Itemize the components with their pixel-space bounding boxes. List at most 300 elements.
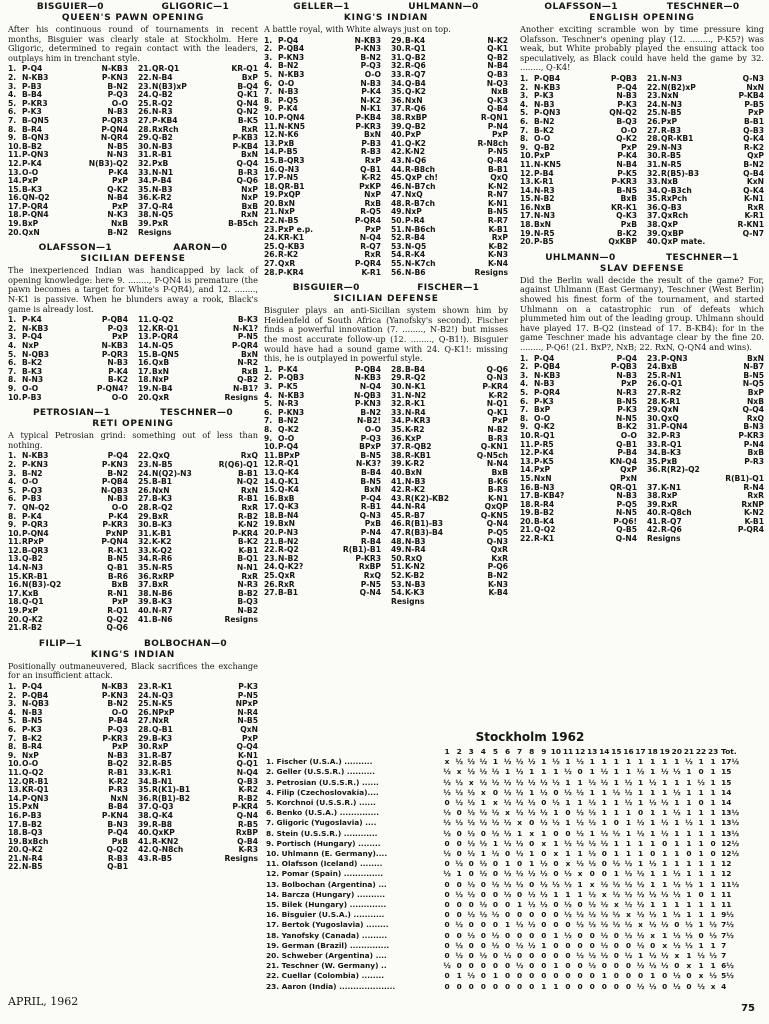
black-move: Q-B5 [616, 525, 637, 535]
black-move: PxP [364, 224, 381, 234]
white-move: N-KB3 [22, 72, 49, 82]
move-number: 1. [8, 451, 17, 461]
player-name: 1. Fischer (U.S.A.) .......... [266, 757, 373, 767]
black-move: PxP [241, 733, 258, 743]
black-move: P-KR3 [611, 177, 637, 187]
score-cell: ½ [467, 849, 476, 859]
black-move: N-Q4 [359, 381, 381, 391]
score-cell: ½ [576, 787, 584, 797]
black-move: NxB [746, 396, 764, 406]
move-number: 30. [391, 381, 405, 391]
player-name: 4. Filip (Czechoslovakia).... [266, 787, 379, 797]
move-number: 17. [264, 502, 278, 512]
white-move: N-B5 [22, 862, 43, 872]
score-cell: 1 [710, 828, 716, 838]
score-cell: ½ [515, 777, 524, 787]
black-move: Q-B3 [743, 125, 764, 135]
score-cell: ½ [588, 920, 596, 930]
white-move: R-KN2 [152, 836, 179, 846]
crosstable-row [266, 859, 764, 869]
score-cell: ½ [515, 940, 524, 950]
move-number: 13. [264, 138, 278, 148]
score-cell: 1 [637, 838, 644, 848]
players-header [8, 408, 258, 419]
score-cell: 0 [541, 951, 547, 961]
column-number: 13 [587, 747, 598, 756]
score-cell: 0 [674, 920, 680, 930]
white-player: BISGUIER—0 [36, 2, 104, 12]
column-right [520, 2, 764, 550]
black-move: P-K3 [238, 682, 258, 691]
black-move: PxP [620, 379, 637, 389]
score-cell: 1 [686, 889, 692, 899]
score-cell: ½ [564, 900, 572, 910]
total-score: 7 [721, 951, 727, 961]
score-cell: ½ [648, 889, 657, 899]
white-move: R-B8ch [405, 164, 435, 174]
score-cell: 1 [710, 808, 716, 818]
black-move: N-Q4 [236, 767, 258, 777]
score-cell: ½ [491, 828, 500, 838]
score-cell: x [686, 961, 692, 971]
move-list [8, 65, 258, 237]
move-number: 20. [8, 845, 22, 855]
white-move: Q-B3ch [661, 185, 692, 195]
white-move: R-B3 [661, 125, 682, 135]
white-move: Q-K2 [405, 138, 426, 148]
move-number: 32. [138, 158, 152, 168]
white-player: OLAFSSON—1 [38, 243, 113, 254]
white-move: Q-B2 [534, 142, 555, 152]
black-move: BxP [747, 387, 764, 397]
crosstable-row [266, 778, 764, 788]
total-score: 13½ [721, 828, 740, 838]
score-cell: ½ [697, 981, 705, 991]
white-move: N-B3 [278, 87, 299, 97]
score-cell: ½ [709, 920, 717, 930]
move-number: 26. [138, 107, 152, 117]
black-move: Q-N3 [486, 373, 508, 383]
black-move: Resigns [474, 267, 508, 277]
black-move: P-N4 [743, 439, 764, 449]
black-move: RxQ [746, 413, 764, 423]
move-number: 30. [647, 151, 661, 161]
black-move: NxB [490, 87, 508, 97]
move-number: 12. [264, 130, 278, 140]
black-move: N-B3 [107, 494, 128, 504]
black-move: Q-B3 [487, 69, 508, 79]
score-cell: 0 [468, 940, 474, 950]
white-move: Q-K4 [278, 467, 299, 477]
move-number: 25. [138, 98, 152, 108]
score-cell: ½ [455, 889, 463, 899]
move-number: 18. [520, 499, 534, 509]
black-move: B-K2 [237, 537, 258, 547]
white-move: QxQ [661, 413, 679, 423]
white-move: NxP [22, 750, 39, 760]
move-number: 29. [391, 373, 405, 383]
move-number: 17. [8, 819, 22, 829]
score-cell: ½ [624, 920, 633, 930]
move-number: 12. [8, 776, 22, 786]
white-move: R-Q8ch [661, 508, 692, 518]
black-move: B-N5 [360, 450, 381, 460]
score-cell: ½ [588, 838, 596, 848]
white-move: N-N3 [534, 211, 556, 221]
player-name: 19. German (Brazil) .............. [266, 940, 390, 950]
white-move: N(Q2)-N3 [152, 468, 192, 478]
white-move: Q-K3 [278, 502, 299, 512]
black-move: K-B2 [488, 241, 508, 251]
move-number: 38. [391, 450, 405, 460]
score-cell: ½ [612, 859, 621, 869]
white-move: Q-N8ch [152, 845, 184, 855]
move-number: 27. [138, 115, 152, 125]
score-cell: 1 [517, 900, 523, 910]
player-name: 9. Portisch (Hungary) ........ [266, 838, 381, 848]
score-cell: ½ [648, 859, 657, 869]
white-move: P-B3 [22, 810, 42, 820]
moves-right [138, 65, 258, 237]
move-number: 16. [520, 482, 534, 492]
total-score: 4 [721, 981, 727, 991]
score-cell: 1 [625, 828, 632, 838]
score-cell: 1 [698, 849, 704, 859]
score-cell: 1 [601, 798, 607, 808]
move-number: 15. [264, 155, 278, 165]
black-move: Q-R4 [487, 155, 508, 165]
black-move: P-QR3 [101, 115, 128, 125]
score-cell: 1 [637, 859, 644, 869]
score-cell: ½ [467, 971, 476, 981]
black-move: N-B3 [107, 358, 128, 368]
score-cell: 1 [710, 910, 716, 920]
score-cell: x [589, 879, 595, 889]
white-move: N-KB3 [534, 82, 561, 92]
score-cell: ½ [648, 777, 657, 787]
black-move: R-B1 [360, 502, 381, 512]
black-move: KxR [491, 553, 508, 563]
move-number: 19. [8, 606, 22, 616]
score-cell: 0 [601, 981, 607, 991]
white-move: B-N4 [278, 510, 299, 520]
black-move: K-N3 [487, 579, 508, 589]
move-number: 38. [138, 810, 152, 820]
score-cell: ½ [527, 900, 536, 910]
move-number: 48. [391, 536, 405, 546]
score-cell: 1 [674, 798, 680, 808]
score-cell: 0 [468, 869, 474, 879]
white-move: P-QN4 [278, 112, 305, 122]
move-number: 32. [647, 430, 661, 440]
black-move: BxB [747, 448, 764, 458]
score-cell: ½ [479, 757, 488, 767]
white-move: N-K6 [278, 130, 299, 140]
move-number: 39. [647, 228, 661, 238]
score-cell: 0 [480, 920, 486, 930]
white-move: Q-N3 [278, 164, 300, 174]
move-number: 15. [264, 485, 278, 495]
column-number: 20 [671, 747, 682, 756]
score-cell: ½ [576, 818, 584, 828]
score-cell: 1 [601, 971, 607, 981]
score-cell: ½ [576, 920, 584, 930]
score-cell: ½ [709, 951, 717, 961]
score-cell: x [613, 900, 619, 910]
white-move: P-K5 [278, 381, 298, 391]
white-move: N-Q3 [152, 690, 174, 700]
score-cell: 1 [529, 849, 535, 859]
black-move: R-B3 [360, 147, 381, 157]
move-number: 23. [264, 553, 278, 563]
white-move: R-Q7 [661, 516, 682, 526]
black-move: RxR [364, 250, 381, 260]
white-move: Q-K4 [278, 485, 299, 495]
black-move: P-KN4 [101, 810, 128, 820]
move-row [264, 269, 381, 278]
move-number: 34. [138, 776, 152, 786]
black-move: PxB [364, 519, 381, 529]
white-move: P-QN4 [661, 422, 688, 432]
move-number: 42. [391, 485, 405, 495]
player-name: 13. Bolbochan (Argentina) ... [266, 879, 387, 889]
black-move: B-B1 [487, 164, 508, 174]
score-cell: 0 [444, 910, 450, 920]
move-number: 14. [138, 341, 152, 350]
white-move: PxP [22, 606, 39, 616]
score-cell: 1 [613, 849, 619, 859]
white-move: P-Q5 [278, 95, 299, 105]
white-move: B-QR3 [278, 155, 305, 165]
score-cell: 0 [650, 940, 656, 950]
column-number: 11 [562, 747, 574, 756]
score-cell: 1 [686, 798, 692, 808]
score-cell: 1 [553, 981, 559, 991]
white-move: QR-KB1 [661, 134, 694, 144]
move-number: 22. [647, 82, 661, 92]
score-cell: ½ [636, 900, 645, 910]
black-move: B-N5 [107, 554, 128, 564]
crosstable-row [266, 880, 764, 890]
move-number: 5. [264, 399, 273, 409]
score-cell: ½ [600, 940, 609, 950]
move-number: 13. [8, 785, 22, 795]
score-cell: 0 [698, 930, 704, 940]
score-cell: ½ [479, 818, 488, 828]
score-cell: ½ [673, 787, 681, 797]
black-move: RxQ [240, 451, 258, 461]
black-move: K-R3 [238, 845, 258, 855]
move-number: 1. [8, 64, 17, 74]
game-result: Resigns [391, 596, 425, 606]
score-cell: 0 [480, 981, 486, 991]
column-number: 14 [599, 747, 610, 756]
score-cell: ½ [588, 859, 596, 869]
score-cell: x [662, 940, 668, 950]
score-cell: ½ [539, 818, 548, 828]
score-cell: ½ [564, 767, 572, 777]
white-move: B-K4 [534, 516, 555, 526]
move-number: 28. [647, 134, 661, 144]
black-move: P-Q4 [107, 828, 128, 838]
score-cell: ½ [455, 920, 463, 930]
move-row [647, 238, 764, 247]
crosstable-row [266, 818, 764, 828]
score-cell: 1 [686, 900, 692, 910]
move-number: 14. [8, 793, 22, 803]
score-cell: ½ [491, 910, 500, 920]
move-number: 15. [8, 571, 22, 581]
white-move: P-N3 [278, 528, 299, 538]
score-cell: ½ [515, 767, 524, 777]
black-move: B-N2 [360, 52, 381, 62]
black-move: K-B1 [744, 516, 764, 526]
move-number: 39. [138, 597, 152, 607]
move-number: 31. [138, 150, 152, 160]
score-cell: ½ [515, 838, 524, 848]
white-move: O-O [22, 759, 39, 769]
score-cell: 0 [686, 981, 692, 991]
score-cell: 0 [613, 981, 619, 991]
move-number: 5. [8, 98, 17, 108]
move-number: 1. [8, 682, 17, 691]
black-move: Q-N3 [359, 510, 381, 520]
white-move: R-QB2 [405, 442, 432, 452]
white-move: N-K7ch [405, 259, 436, 269]
white-move: K-N2 [405, 147, 426, 157]
black-move: RxP [491, 233, 508, 243]
move-row [138, 394, 258, 403]
black-move: N-N1 [236, 563, 258, 573]
total-score: 7 [721, 940, 727, 950]
score-cell: 1 [492, 757, 498, 767]
score-cell: 0 [456, 849, 462, 859]
move-number: 4. [8, 90, 17, 100]
white-move: K-K3 [405, 588, 425, 598]
score-cell: 1 [480, 849, 486, 859]
score-cell: 0 [504, 981, 511, 991]
score-cell: 1 [662, 808, 668, 818]
white-move: RxR [661, 499, 678, 509]
black-move: P-B4 [108, 716, 128, 726]
score-cell: ½ [685, 879, 693, 889]
move-number: 1. [8, 315, 17, 325]
black-move: N-KB3 [354, 35, 381, 45]
white-move: R-Q6 [661, 525, 682, 535]
score-cell: x [456, 767, 462, 777]
move-number: 21. [8, 853, 22, 863]
move-number: 55. [391, 259, 405, 269]
black-move: Q-N2 [236, 107, 258, 117]
score-cell: 0 [444, 920, 450, 930]
score-cell: 0 [553, 869, 559, 879]
score-cell: 0 [456, 930, 462, 940]
move-number: 42. [138, 845, 152, 855]
black-move: P-KB4 [232, 141, 258, 151]
score-cell: 0 [553, 940, 559, 950]
score-cell: x [577, 869, 583, 879]
score-cell: 0 [444, 940, 450, 950]
move-number: 41. [647, 516, 661, 526]
move-number: 51. [391, 224, 405, 234]
score-cell: 1 [710, 961, 716, 971]
score-cell: 0 [517, 981, 523, 991]
move-row [391, 269, 508, 278]
white-move: P-R3 [661, 430, 681, 440]
black-move: B-K2 [107, 375, 128, 385]
score-cell: 0 [565, 940, 571, 950]
score-cell: 0 [565, 961, 571, 971]
move-number: 14. [520, 185, 534, 195]
score-cell: ½ [455, 798, 463, 808]
column-left [8, 2, 258, 878]
white-move: NPxP [152, 707, 175, 717]
score-cell: 1 [541, 828, 547, 838]
black-move: B-R3 [487, 485, 508, 495]
move-number: 48. [391, 198, 405, 208]
score-cell: 1 [710, 889, 716, 899]
score-cell: 1 [710, 900, 716, 910]
black-move: RxN [240, 485, 258, 495]
move-number: 37. [647, 482, 661, 492]
black-player: TESCHNER—1 [666, 252, 739, 263]
move-number: 30. [138, 520, 152, 530]
move-row [8, 863, 128, 872]
move-number: 43. [138, 853, 152, 863]
crosstable-row [266, 941, 764, 951]
move-number: 25. [264, 571, 278, 581]
moves-left [264, 366, 381, 607]
white-move: R-R6 [152, 554, 173, 564]
black-move: R-K1 [107, 545, 128, 555]
score-cell: 0 [468, 961, 474, 971]
game-annotation: After his continuous round of tournaments in recent months, Bisguier was clearly stale at Stockholm. Here Gligoric, determined to regain contact with the leaders, outplays him in trenchant style. [8, 24, 258, 63]
white-move: B-B1 [152, 477, 173, 487]
white-move: RxP [661, 491, 678, 501]
white-move: P-KR3 [22, 98, 48, 108]
white-move: BxN [405, 467, 423, 477]
move-list [264, 366, 508, 607]
score-cell: 0 [637, 808, 644, 818]
white-move: RPxP [22, 537, 44, 547]
crosstable-row [266, 890, 764, 900]
score-cell: 0 [456, 900, 462, 910]
black-move: RxR [747, 491, 764, 501]
score-cell: 0 [553, 971, 559, 981]
black-move: KxN [746, 177, 764, 187]
move-number: 19. [8, 836, 22, 846]
moves-left [520, 75, 637, 247]
score-cell: 0 [662, 971, 668, 981]
black-move: Q-Q4 [236, 158, 258, 168]
game-result: Resigns [138, 227, 172, 237]
move-number: 40. [647, 508, 661, 518]
move-number: 41. [391, 138, 405, 148]
score-cell: 1 [650, 869, 656, 879]
opening-name: SICILIAN DEFENSE [80, 254, 186, 265]
score-cell: 1 [710, 757, 716, 767]
white-move: B-QN5 [22, 115, 50, 125]
white-move: KR-Q1 [152, 323, 179, 333]
score-cell: 1 [662, 900, 668, 910]
white-move: RxRP [152, 571, 175, 581]
black-move: N-B4 [487, 61, 508, 71]
black-move: Q-Q1 [236, 759, 258, 769]
score-cell: 0 [480, 930, 486, 940]
total-score: 9½ [721, 910, 734, 920]
black-move: B-N2 [487, 571, 508, 581]
score-cell: ½ [588, 910, 596, 920]
